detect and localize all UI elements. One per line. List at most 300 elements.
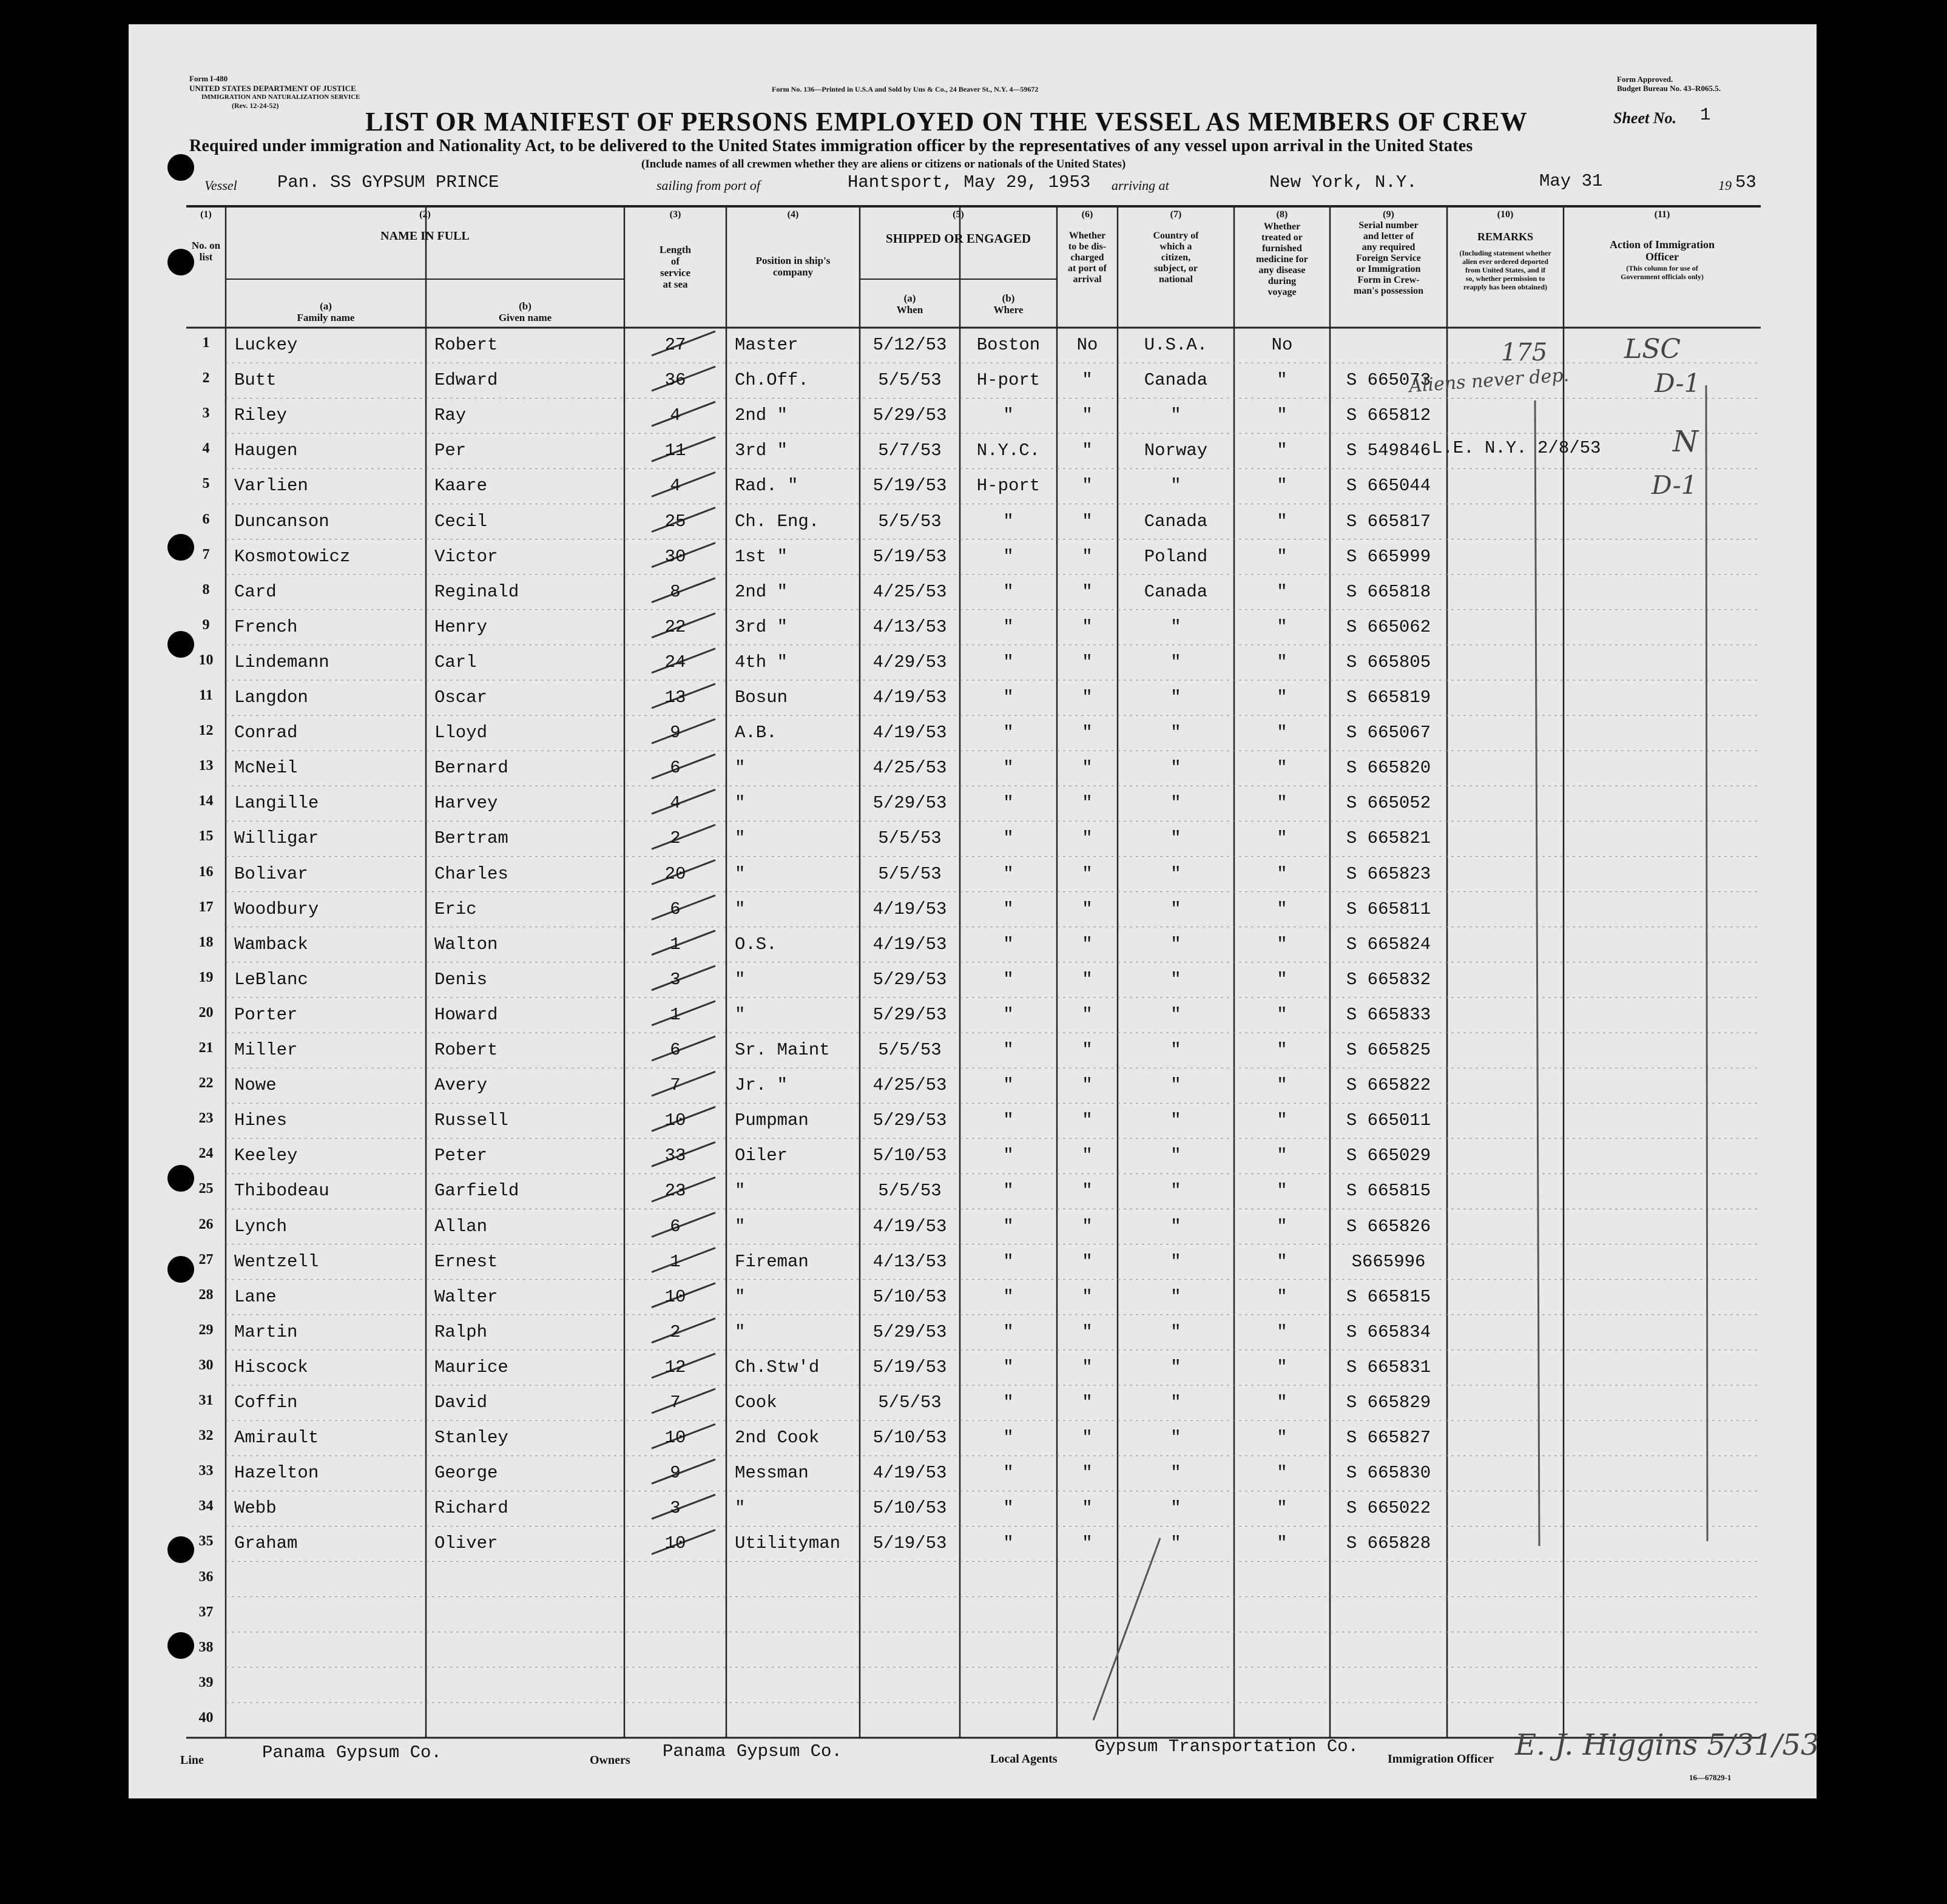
given-name: Stanley <box>434 1428 508 1448</box>
col11-number: (11) <box>1654 209 1670 220</box>
action-lsc-handwritten: LSC <box>1624 334 1681 365</box>
country: " <box>1170 405 1181 426</box>
country: " <box>1170 1286 1181 1307</box>
row-number: 24 <box>198 1146 214 1162</box>
col4-header: Position in ship's company <box>755 255 831 278</box>
position: " <box>735 1004 746 1025</box>
medicine-flag: " <box>1277 405 1287 426</box>
serial-number: S 665823 <box>1346 863 1431 884</box>
row-number: 16 <box>198 863 214 880</box>
service-length: 7 <box>670 1393 681 1413</box>
discharge-flag: " <box>1082 1181 1093 1201</box>
family-name: Coffin <box>234 1393 298 1413</box>
family-name: Duncanson <box>234 511 329 532</box>
discharge-flag: " <box>1082 687 1093 707</box>
position: 2nd Cook <box>735 1428 820 1448</box>
country: " <box>1170 899 1181 919</box>
serial-number: S 665821 <box>1346 828 1431 849</box>
col5-number: (5) <box>953 209 964 220</box>
given-name: George <box>434 1463 498 1484</box>
row-number: 37 <box>198 1604 214 1620</box>
service-length: 4 <box>670 405 681 426</box>
position: " <box>735 1498 746 1519</box>
service-length: 36 <box>664 370 686 391</box>
row-number: 29 <box>198 1322 214 1338</box>
position: Fireman <box>735 1251 809 1272</box>
shipped-where: " <box>1003 969 1014 990</box>
service-length: 30 <box>664 546 686 567</box>
shipped-where: " <box>1003 863 1014 884</box>
service-length: 1 <box>670 1004 681 1025</box>
row-number: 28 <box>198 1286 214 1303</box>
family-name: LeBlanc <box>234 969 308 990</box>
serial-number: S 665044 <box>1346 476 1431 496</box>
service-length: 9 <box>670 723 681 743</box>
discharge-flag: " <box>1082 1357 1093 1377</box>
serial-number: S 665999 <box>1346 546 1431 567</box>
country: " <box>1170 687 1181 707</box>
col11-header: Action of Immigration Officer <box>1610 238 1715 263</box>
manifest-page <box>129 24 1820 1798</box>
shipped-where: " <box>1003 652 1014 672</box>
medicine-flag: " <box>1277 1286 1287 1307</box>
row-number: 13 <box>198 758 214 774</box>
serial-number: S 665828 <box>1346 1533 1431 1554</box>
shipped-where: " <box>1003 1075 1014 1096</box>
row-number: 6 <box>202 511 210 527</box>
col8-number: (8) <box>1276 209 1288 220</box>
medicine-flag: " <box>1277 546 1287 567</box>
line-label: Line <box>180 1754 204 1767</box>
vessel-label: Vessel <box>204 178 237 193</box>
shipped-when: 4/29/53 <box>872 652 947 672</box>
given-name: Per <box>434 441 467 461</box>
punch-hole <box>167 1256 194 1283</box>
shipped-when: 5/19/53 <box>872 1533 947 1554</box>
position: 3rd " <box>735 441 788 461</box>
discharge-flag: " <box>1082 828 1093 849</box>
family-name: Butt <box>234 370 277 391</box>
service-length: 24 <box>664 652 686 672</box>
serial-number: S 665827 <box>1346 1428 1431 1448</box>
shipped-where: " <box>1003 1251 1014 1272</box>
empty-rows-slash <box>1093 1538 1160 1720</box>
family-name: Langdon <box>234 687 308 707</box>
action-d1-handwritten-2: D-1 <box>1652 470 1698 500</box>
service-length: 6 <box>670 758 681 778</box>
discharge-flag: " <box>1082 1110 1093 1131</box>
medicine-flag: " <box>1277 652 1287 672</box>
shipped-where: " <box>1003 1286 1014 1307</box>
discharge-flag: " <box>1082 546 1093 567</box>
shipped-when: 5/29/53 <box>872 793 947 814</box>
service-length: 22 <box>664 616 686 637</box>
serial-number: S 665029 <box>1346 1146 1431 1166</box>
given-name: Edward <box>434 370 498 391</box>
serial-number: S 665062 <box>1346 616 1431 637</box>
officer-label: Immigration Officer <box>1388 1752 1494 1766</box>
row-number: 40 <box>198 1709 214 1726</box>
discharge-flag: " <box>1082 1146 1093 1166</box>
shipped-where: " <box>1003 1110 1014 1131</box>
col10-header: REMARKS <box>1477 231 1533 243</box>
shipped-where: N.Y.C. <box>976 441 1041 461</box>
discharge-flag: " <box>1082 476 1093 496</box>
given-name: Ralph <box>434 1322 488 1342</box>
discharge-flag: " <box>1082 1533 1093 1554</box>
action-n-handwritten: N <box>1673 425 1698 459</box>
discharge-flag: " <box>1082 1498 1093 1519</box>
family-name: Riley <box>234 405 288 426</box>
country: " <box>1170 1110 1181 1131</box>
row-number: 38 <box>198 1639 214 1655</box>
service-length: 1 <box>670 934 681 954</box>
discharge-flag: " <box>1082 793 1093 814</box>
medicine-flag: " <box>1277 581 1287 602</box>
shipped-where: " <box>1003 1498 1014 1519</box>
shipped-when: 5/10/53 <box>872 1428 947 1448</box>
shipped-where: " <box>1003 1004 1014 1025</box>
punch-hole <box>167 1632 194 1659</box>
given-name: Ernest <box>434 1251 498 1272</box>
row-number: 30 <box>198 1357 214 1373</box>
discharge-flag: " <box>1082 616 1093 637</box>
serial-number: S 665052 <box>1346 793 1431 814</box>
col7-number: (7) <box>1170 209 1182 220</box>
service-length: 6 <box>670 1040 681 1060</box>
family-name: Varlien <box>234 476 308 496</box>
row-number: 33 <box>198 1463 214 1479</box>
serial-number: S 665832 <box>1346 969 1431 990</box>
revision: (Rev. 12-24-52) <box>232 101 279 110</box>
service-length: 10 <box>664 1286 686 1307</box>
row-number: 39 <box>198 1674 214 1690</box>
action-pencil-line <box>1706 385 1707 1541</box>
position: " <box>735 899 746 919</box>
given-name: Oscar <box>434 687 488 707</box>
country: " <box>1170 1181 1181 1201</box>
officer-signature: E. J. Higgins 5/31/53 <box>1515 1728 1820 1762</box>
position: Bosun <box>735 687 788 707</box>
family-name: French <box>234 616 298 637</box>
family-name: Haugen <box>234 441 298 461</box>
medicine-flag: " <box>1277 616 1287 637</box>
row-number: 3 <box>202 405 210 422</box>
country: " <box>1170 828 1181 849</box>
shipped-where: " <box>1003 511 1014 532</box>
shipped-when: 5/5/53 <box>878 1181 942 1201</box>
shipped-where: " <box>1003 581 1014 602</box>
family-name: Hiscock <box>234 1357 308 1377</box>
shipped-where: " <box>1003 1393 1014 1413</box>
service-length: 7 <box>670 1075 681 1096</box>
arriving-label: arriving at <box>1112 178 1169 193</box>
serial-number: S 665820 <box>1346 758 1431 778</box>
row-number: 23 <box>198 1110 214 1127</box>
service-length: 12 <box>664 1357 686 1377</box>
shipped-when: 5/29/53 <box>872 405 947 426</box>
medicine-flag: " <box>1277 899 1287 919</box>
given-name: Howard <box>434 1004 498 1025</box>
shipped-when: 4/19/53 <box>872 899 947 919</box>
shipped-when: 5/5/53 <box>878 863 942 884</box>
given-name: Victor <box>434 546 498 567</box>
position: Messman <box>735 1463 809 1484</box>
dept-name: UNITED STATES DEPARTMENT OF JUSTICE <box>189 84 356 93</box>
country: " <box>1170 1004 1181 1025</box>
col10-number: (10) <box>1497 209 1514 220</box>
country: Canada <box>1144 581 1208 602</box>
row-number: 10 <box>198 652 214 668</box>
shipped-when: 4/19/53 <box>872 723 947 743</box>
family-name: Willigar <box>234 828 319 849</box>
given-name: Robert <box>434 1040 498 1060</box>
service-length: 2 <box>670 1322 681 1342</box>
given-name: Bertram <box>434 828 508 849</box>
punch-hole <box>167 631 194 658</box>
discharge-flag: " <box>1082 1286 1093 1307</box>
given-name: Denis <box>434 969 488 990</box>
service-length: 20 <box>664 863 686 884</box>
row-number: 2 <box>202 370 210 387</box>
shipped-where: " <box>1003 1322 1014 1342</box>
col4-number: (4) <box>787 209 799 220</box>
punch-hole <box>167 1536 194 1563</box>
shipped-where: " <box>1003 793 1014 814</box>
service-length: 11 <box>664 441 686 461</box>
medicine-flag: " <box>1277 1146 1287 1166</box>
country: " <box>1170 1498 1181 1519</box>
discharge-flag: " <box>1082 1075 1093 1096</box>
serial-number: S 665011 <box>1346 1110 1431 1131</box>
service-length: 6 <box>670 899 681 919</box>
country: " <box>1170 1463 1181 1484</box>
discharge-flag: " <box>1082 934 1093 954</box>
shipped-where: " <box>1003 1533 1014 1554</box>
country: " <box>1170 1040 1181 1060</box>
serial-number: S 665811 <box>1346 899 1431 919</box>
shipped-when: 4/19/53 <box>872 1216 947 1237</box>
col3-header: Length of service at sea <box>660 244 691 290</box>
shipped-when: 5/10/53 <box>872 1286 947 1307</box>
given-name: Avery <box>434 1075 488 1096</box>
serial-number: S 665805 <box>1346 652 1431 672</box>
medicine-flag: No <box>1271 335 1293 355</box>
family-name: Langille <box>234 793 319 814</box>
discharge-flag: " <box>1082 370 1093 391</box>
shipped-where: " <box>1003 1216 1014 1237</box>
budget-bureau: Budget Bureau No. 43–R065.5. <box>1617 84 1721 93</box>
given-name: Harvey <box>434 793 498 814</box>
punch-hole <box>167 534 194 561</box>
serial-number: S 665812 <box>1346 405 1431 426</box>
shipped-where: " <box>1003 405 1014 426</box>
row-number: 1 <box>202 335 210 351</box>
given-name: Russell <box>434 1110 508 1131</box>
medicine-flag: " <box>1277 1498 1287 1519</box>
shipped-when: 5/5/53 <box>878 828 942 849</box>
service-length: 1 <box>670 1251 681 1272</box>
discharge-flag: " <box>1082 1040 1093 1060</box>
service-length: 6 <box>670 1216 681 1237</box>
include-note: (Include names of all crewmen whether they are aliens or citizens or nationals of the United States) <box>641 158 1126 170</box>
row-number: 20 <box>198 1004 214 1021</box>
punch-hole <box>167 249 194 275</box>
medicine-flag: " <box>1277 1251 1287 1272</box>
position: " <box>735 1322 746 1342</box>
family-name: Wamback <box>234 934 308 954</box>
country: " <box>1170 1393 1181 1413</box>
given-name: Oliver <box>434 1533 498 1554</box>
family-name: Kosmotowicz <box>234 546 351 567</box>
medicine-flag: " <box>1277 1110 1287 1131</box>
owners-value: Panama Gypsum Co. <box>663 1741 842 1761</box>
shipped-when: 5/5/53 <box>878 1393 942 1413</box>
sheet-label: Sheet No. <box>1613 109 1676 127</box>
service-length: 8 <box>670 581 681 602</box>
country: U.S.A. <box>1144 335 1208 355</box>
given-name: Kaare <box>434 476 488 496</box>
col2a-header: (a) Family name <box>297 300 355 323</box>
col6-number: (6) <box>1081 209 1093 220</box>
serial-number: S 665825 <box>1346 1040 1431 1060</box>
agents-label: Local Agents <box>990 1752 1058 1766</box>
discharge-flag: " <box>1082 1004 1093 1025</box>
arrival-year: 53 <box>1735 172 1756 192</box>
remarks-aliens-handwritten: Aliens never dep. <box>1408 364 1570 397</box>
shipped-when: 5/19/53 <box>872 546 947 567</box>
serial-number: S 665815 <box>1346 1286 1431 1307</box>
punch-hole <box>167 154 194 181</box>
serial-number: S 665815 <box>1346 1181 1431 1201</box>
medicine-flag: " <box>1277 1322 1287 1342</box>
service-length: 10 <box>664 1428 686 1448</box>
discharge-flag: " <box>1082 1251 1093 1272</box>
medicine-flag: " <box>1277 511 1287 532</box>
position: Cook <box>735 1393 777 1413</box>
line-value: Panama Gypsum Co. <box>262 1743 442 1763</box>
medicine-flag: " <box>1277 1075 1287 1096</box>
row-number: 14 <box>198 793 214 809</box>
shipped-where: " <box>1003 687 1014 707</box>
remarks-le-ny: L.E. N.Y. 2/8/53 <box>1432 438 1601 458</box>
discharge-flag: " <box>1082 1393 1093 1413</box>
shipped-when: 4/19/53 <box>872 1463 947 1484</box>
row-number: 11 <box>199 687 213 703</box>
shipped-when: 5/5/53 <box>878 1040 942 1060</box>
shipped-when: 5/12/53 <box>872 335 947 355</box>
shipped-where: " <box>1003 1428 1014 1448</box>
col2-number: (2) <box>419 209 431 220</box>
row-number: 27 <box>198 1251 214 1268</box>
position: Pumpman <box>735 1110 809 1131</box>
medicine-flag: " <box>1277 687 1287 707</box>
medicine-flag: " <box>1277 1357 1287 1377</box>
given-name: Lloyd <box>434 723 488 743</box>
serial-number: S 665067 <box>1346 723 1431 743</box>
position: " <box>735 1216 746 1237</box>
discharge-flag: " <box>1082 899 1093 919</box>
serial-number: S 665826 <box>1346 1216 1431 1237</box>
sailing-label: sailing from port of <box>656 178 760 193</box>
discharge-flag: " <box>1082 405 1093 426</box>
row-number: 35 <box>198 1533 214 1550</box>
shipped-where: " <box>1003 1357 1014 1377</box>
remarks-code-handwritten: 175 <box>1501 339 1548 366</box>
country: Norway <box>1144 441 1208 461</box>
given-name: David <box>434 1393 488 1413</box>
serial-number: S 665819 <box>1346 687 1431 707</box>
col10-note: (Including statement whether alien ever ordered deported from United States, and if so, whether permission to reapply has been obtained) <box>1459 249 1551 291</box>
country: " <box>1170 652 1181 672</box>
form-code: 16—67829-1 <box>1689 1773 1732 1782</box>
given-name: Garfield <box>434 1181 519 1201</box>
position: " <box>735 828 746 849</box>
row-number: 18 <box>198 934 214 950</box>
service-length: 4 <box>670 793 681 814</box>
medicine-flag: " <box>1277 758 1287 778</box>
given-name: Walton <box>434 934 498 954</box>
service-length: 3 <box>670 969 681 990</box>
col1-number: (1) <box>200 209 212 220</box>
service-length: 3 <box>670 1498 681 1519</box>
family-name: Lindemann <box>234 652 329 672</box>
serial-number: S 665822 <box>1346 1075 1431 1096</box>
subtitle: Required under immigration and Nationality Act, to be delivered to the United States immigration officer by the representatives of any vessel upon arrival in the United States <box>189 137 1473 155</box>
shipped-where: " <box>1003 758 1014 778</box>
shipped-when: 5/29/53 <box>872 1322 947 1342</box>
row-number: 15 <box>198 828 214 845</box>
position: " <box>735 1286 746 1307</box>
position: Sr. Maint <box>735 1040 830 1060</box>
given-name: Richard <box>434 1498 508 1519</box>
position: 4th " <box>735 652 788 672</box>
discharge-flag: " <box>1082 969 1093 990</box>
col6-header: Whether to be dis- charged at port of arrival <box>1068 231 1107 285</box>
sheet-number: 1 <box>1700 105 1711 125</box>
sailing-port: Hantsport, May 29, 1953 <box>848 172 1091 192</box>
position: " <box>735 758 746 778</box>
family-name: Keeley <box>234 1146 298 1166</box>
owners-label: Owners <box>590 1754 630 1767</box>
serial-number: S 665818 <box>1346 581 1431 602</box>
shipped-where: " <box>1003 546 1014 567</box>
family-name: Thibodeau <box>234 1181 329 1201</box>
shipped-when: 5/5/53 <box>878 511 942 532</box>
position: 2nd " <box>735 581 788 602</box>
shipped-where: " <box>1003 1181 1014 1201</box>
medicine-flag: " <box>1277 1004 1287 1025</box>
row-number: 8 <box>202 581 210 598</box>
discharge-flag: No <box>1076 335 1098 355</box>
discharge-flag: " <box>1082 1322 1093 1342</box>
discharge-flag: " <box>1082 1216 1093 1237</box>
discharge-flag: " <box>1082 723 1093 743</box>
medicine-flag: " <box>1277 828 1287 849</box>
serial-number: S 665824 <box>1346 934 1431 954</box>
col7-header: Country of which a citizen, subject, or national <box>1153 231 1199 285</box>
country: " <box>1170 1428 1181 1448</box>
col8-header: Whether treated or furnished medicine for any disease during voyage <box>1256 221 1308 297</box>
position: Rad. " <box>735 476 798 496</box>
position: Utilityman <box>735 1533 841 1554</box>
year-prefix: 19 <box>1718 178 1732 193</box>
col3-number: (3) <box>669 209 681 220</box>
country: " <box>1170 1075 1181 1096</box>
arrival-date: May 31 <box>1539 171 1603 191</box>
medicine-flag: " <box>1277 1216 1287 1237</box>
country: " <box>1170 723 1181 743</box>
